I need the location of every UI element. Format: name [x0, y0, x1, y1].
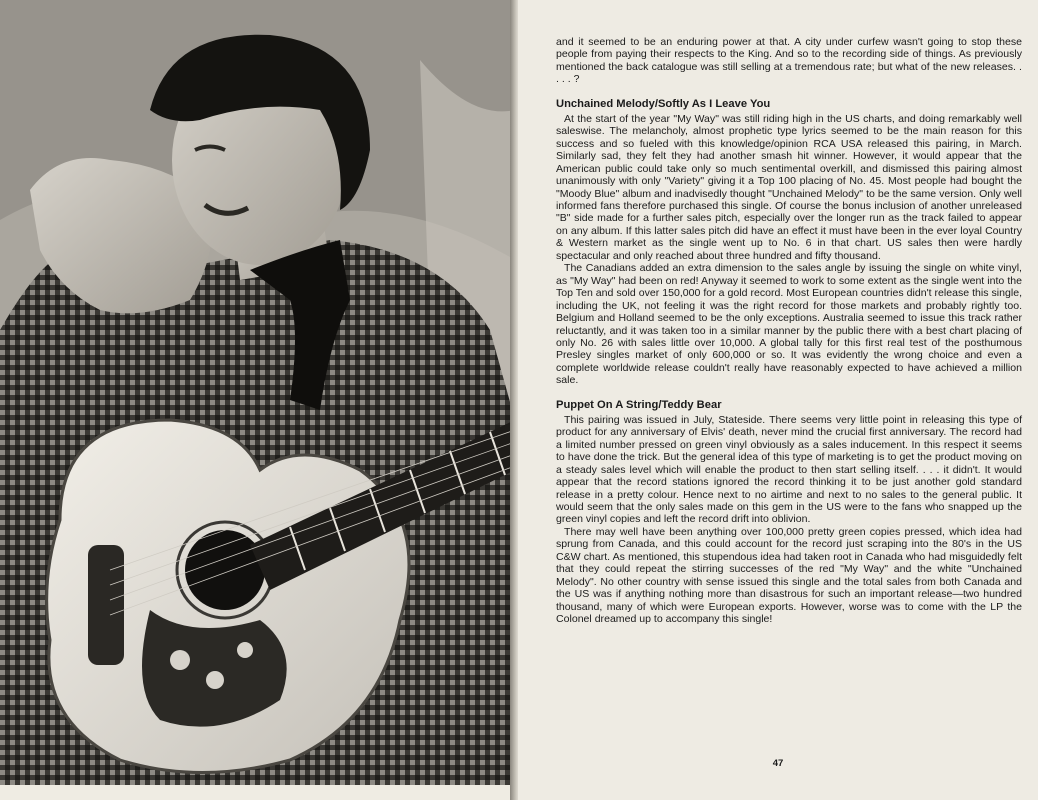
photograph [0, 0, 515, 785]
intro-paragraph: and it seemed to be an enduring power at that. A city under curfew wasn't going to stop these people from paying their respects to the King. And so to the recording side of things. As previously mentioned the back catalogue was still selling at a tremendous rate; but what of the new releases. . . . . ? [556, 36, 1022, 86]
paragraph: There may well have been anything over 100,000 pretty green copies pressed, which idea had sprung from Canada, and this could account for the record just scraping into the 80's in the US C&W chart. As mentioned, this stupendous idea had taken root in Canada who had misguidedly felt that they could repeat the stirring successes of the red "My Way" and the white "Unchained Melody". No other country with sense issued this single and the total sales from both Canada and the US was if anything nothing more than disastrous for such an important release—two hundred thousand, many of which were European exports. However, worse was to come with the LP the Colonel dreamed up to accompany this single! [556, 525, 1022, 626]
section-heading-unchained-melody: Unchained Melody/Softly As I Leave You [556, 97, 771, 110]
right-page [518, 0, 1038, 800]
paragraph: At the start of the year "My Way" was still riding high in the US charts, and doing remarkably well saleswise. The melancholy, almost prophetic type lyrics seemed to be the main reason for this success and so fueled with this knowledge/opinion RCA USA released this pairing, in March. Similarly sad, they felt they had another smash hit winner. However, it would appear that the American public could take only so much sentimental overkill, and dismissed this pairing almost unanimously with only "Variety" giving it a Top 100 placing of No. 45. Most people had bought the "Moody Blue" album and inadvisedly thought "Unchained Melody" to be the same version. Only well informed fans therefore purchased this single. Of course the bonus inclusion of another unreleased "B" side made for a further sales pitch, especially over the longer run as the track failed to appear on any album. If this latter sales pitch did have an effect it must have been in the ever loyal Country & Western market as the single went up to No. 6 in that chart. US sales then were hardly spectacular and only reached about three hundred and fifty thousand. [556, 112, 1022, 262]
paragraph: This pairing was issued in July, Stateside. There seems very little point in releasing this type of product for any anniversary of Elvis' death, never mind the crucial first anniversary. The record had a limited number pressed on green vinyl obviously as a sales inducement. In this respect it seems to have done the trick. But the general idea of this type of marketing is to get the product moving on a steady sales level which will enable the product to then start selling itself. . . . it didn't. It would appear that the record stations ignored the record thinking it to be just another gold standard release in a pretty colour. Hence next to no airtime and next to no sales to the general public. It would seem that the only sales made on this gem in the US were to the fans who snapped up the green vinyl copies and left the record drift into oblivion. [556, 413, 1022, 526]
paragraph: The Canadians added an extra dimension to the sales angle by issuing the single on white vinyl, as "My Way" had been on red! Anyway it seemed to work to some extent as the single went into the Top Ten and sold over 150,000 for a gold record. Most European countries didn't release this single, including the UK, not feeling it was the right record for those markets and probably rightly too. Belgium and Holland seemed to be the only exceptions. Australia seemed to issue this track rather reluctantly, and it was taken too in a similar manner by the public there with a best chart placing of only No. 26 with sales little over 10,000. A global tally for this first real test of the posthumous Presley singles market of only 600,000 or so. It was evidently the wrong choice and even a complete worldwide release couldn't really have reasonably expected to have achieved a million sale. [556, 262, 1022, 387]
text-column [556, 36, 1022, 625]
photograph-illustration [0, 0, 515, 785]
section-heading-puppet-on-a-string: Puppet On A String/Teddy Bear [556, 398, 722, 411]
left-page [0, 0, 515, 800]
page-number: 47 [772, 758, 784, 769]
